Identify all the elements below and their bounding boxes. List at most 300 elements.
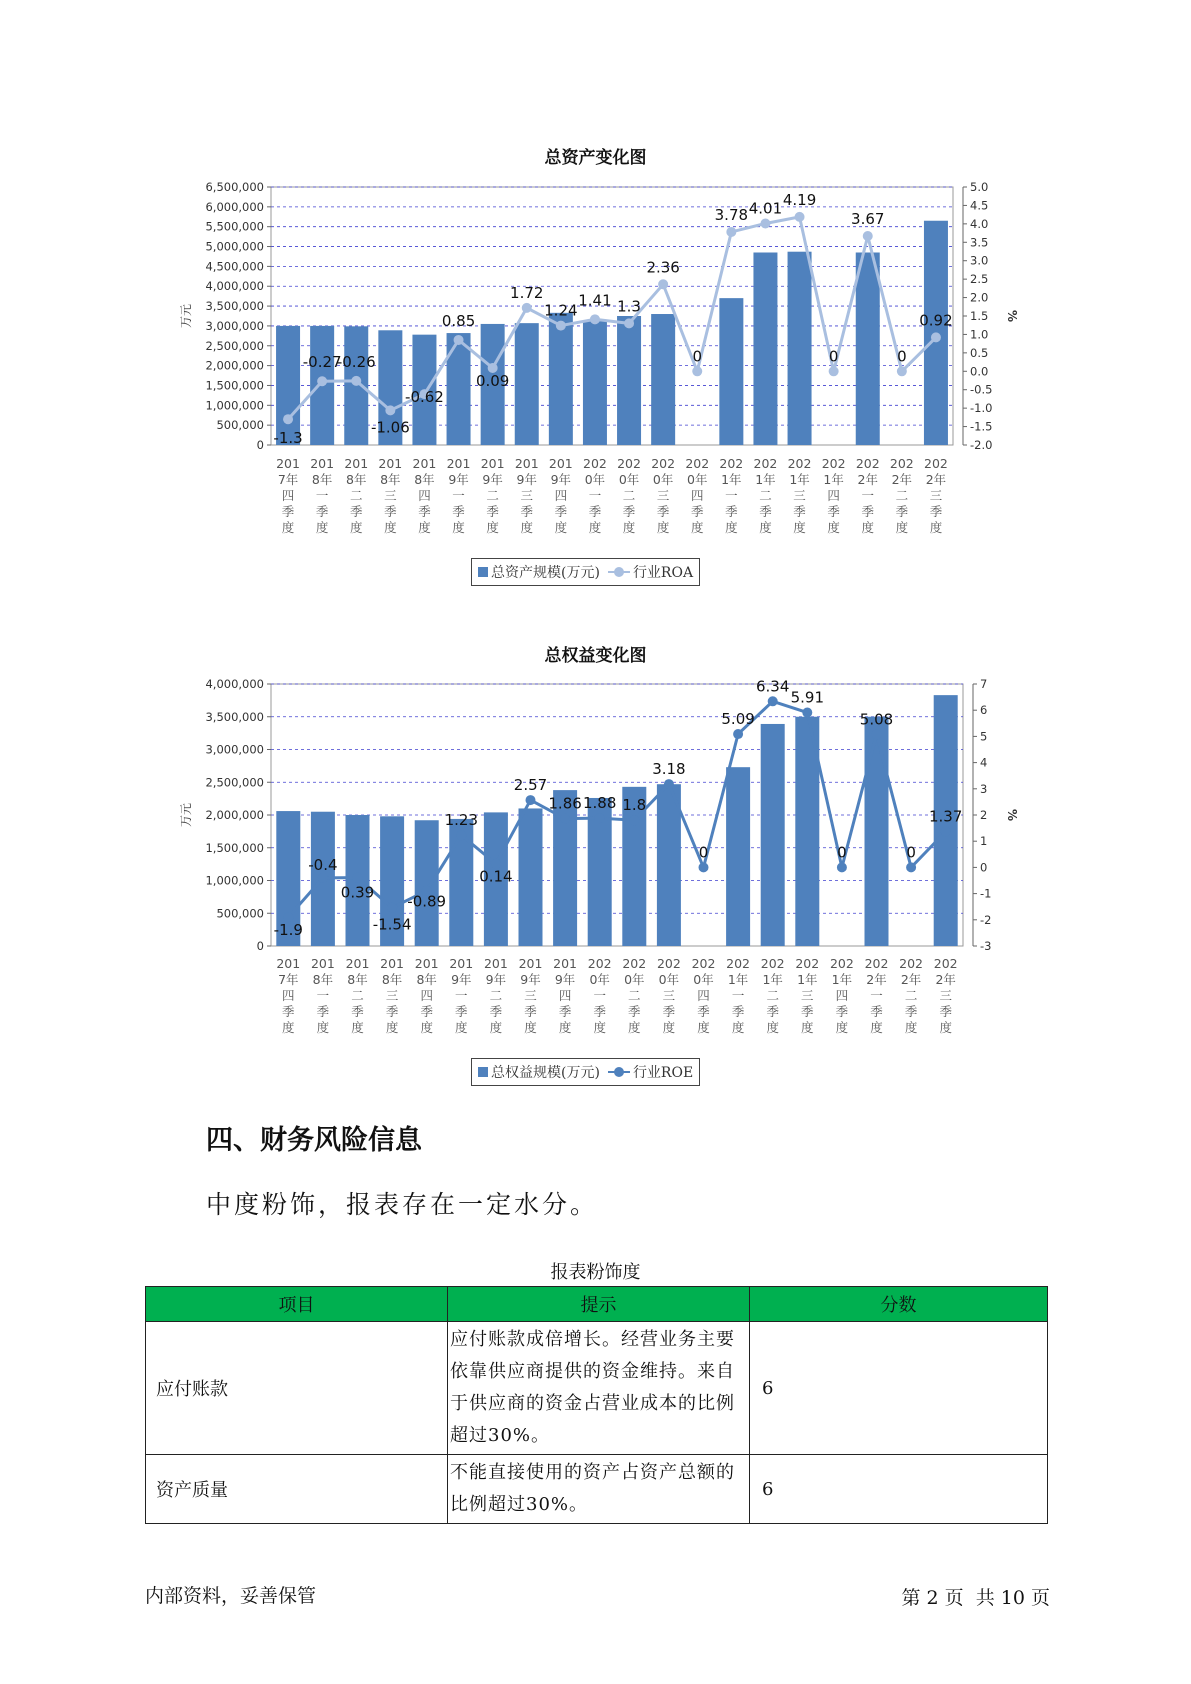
line-point: [906, 862, 916, 872]
bar: [726, 767, 750, 946]
x-tick-label: 季: [656, 504, 670, 519]
data-label: -0.27: [302, 353, 342, 372]
y-tick-label: 6,000,000: [205, 199, 264, 214]
x-tick-label: 季: [282, 1004, 295, 1019]
table-row: [146, 1455, 1048, 1524]
y-tick-label: 6,500,000: [205, 180, 264, 194]
x-tick-label: 三: [939, 988, 952, 1003]
data-label: -0.4: [308, 855, 338, 874]
x-tick-label: 202: [651, 456, 676, 471]
y-tick-label: 1,500,000: [205, 378, 264, 393]
x-tick-label: 1年: [831, 972, 853, 987]
y-tick-label: 500,000: [216, 418, 264, 433]
data-label: 2.36: [646, 258, 680, 277]
x-tick-label: 季: [835, 1004, 849, 1019]
x-tick-label: 季: [793, 504, 806, 519]
x-tick-label: 度: [766, 1020, 779, 1035]
x-tick-label: 201: [514, 456, 539, 471]
y2-tick-label: 4.5: [970, 198, 989, 213]
x-tick-label: 度: [452, 520, 465, 535]
chart-legend-total-equity: [471, 1058, 700, 1086]
x-tick-label: 季: [827, 504, 840, 519]
data-label: 1.23: [444, 811, 479, 830]
x-tick-label: 三: [524, 988, 537, 1003]
x-tick-label: 202: [933, 956, 958, 971]
x-tick-label: 201: [412, 456, 437, 471]
data-label: 1.72: [510, 283, 544, 302]
x-tick-label: 季: [861, 504, 875, 519]
data-label: 1.41: [578, 291, 612, 310]
x-tick-label: 度: [558, 1020, 572, 1035]
data-label: 1.3: [617, 297, 641, 316]
data-label: 5.91: [790, 688, 825, 707]
x-tick-label: 2年: [857, 472, 878, 487]
x-tick-label: 度: [524, 1020, 537, 1035]
y-tick-label: 2,500,000: [205, 775, 264, 790]
x-tick-label: 一: [861, 488, 875, 503]
x-tick-label: 201: [310, 456, 335, 471]
x-tick-label: 202: [899, 956, 924, 971]
y2-tick-label: 6: [980, 703, 988, 718]
x-tick-label: 202: [726, 956, 751, 971]
line-point: [387, 903, 397, 913]
chart-title-total-assets: 总资产变化图: [544, 148, 647, 168]
x-tick-label: 8年: [346, 472, 367, 487]
data-label: 0.39: [340, 883, 375, 902]
x-tick-label: 一: [593, 988, 606, 1003]
x-tick-label: 度: [281, 520, 295, 535]
x-tick-label: 0年: [624, 972, 645, 987]
x-tick-label: 季: [455, 1004, 468, 1019]
y-tick-label: 4,000,000: [205, 677, 264, 691]
x-tick-label: 1年: [762, 972, 783, 987]
y2-tick-label: -1: [980, 886, 992, 901]
x-tick-label: 202: [685, 456, 710, 471]
y-tick-label: 3,500,000: [205, 299, 264, 314]
y-tick-label: 2,500,000: [205, 338, 264, 353]
x-tick-label: 202: [617, 456, 641, 471]
data-label: 5.09: [721, 710, 755, 729]
y2-axis-title: %: [1005, 309, 1019, 323]
x-tick-label: 8年: [347, 972, 368, 987]
x-tick-label: 1年: [797, 972, 818, 987]
line-point: [941, 827, 951, 837]
x-tick-label: 四: [282, 988, 295, 1003]
y2-tick-label: -1.0: [970, 401, 993, 416]
x-tick-label: 201: [276, 956, 301, 971]
line-point: [664, 779, 674, 789]
x-tick-label: 三: [801, 988, 814, 1003]
y2-tick-label: -0.5: [970, 382, 993, 397]
x-tick-label: 一: [316, 988, 330, 1003]
x-tick-label: 度: [622, 520, 636, 535]
x-tick-label: 度: [385, 1020, 399, 1035]
table-cell-hint: 应付账款成倍增长。经营业务主要依靠供应商提供的资金维持。来自于供应商的资金占营业成本的比例超过30%。: [448, 1322, 750, 1455]
x-tick-label: 季: [690, 504, 704, 519]
x-tick-label: 201: [276, 456, 300, 471]
x-tick-label: 度: [351, 1020, 364, 1035]
x-tick-label: 一: [731, 988, 745, 1003]
line-point: [456, 830, 466, 840]
x-tick-label: 201: [553, 956, 578, 971]
x-tick-label: 201: [483, 956, 508, 971]
x-tick-label: 度: [554, 520, 568, 535]
x-tick-label: 四: [554, 488, 568, 503]
column-header-hint: 提示: [448, 1287, 750, 1322]
x-tick-label: 度: [316, 1020, 330, 1035]
x-tick-label: 2年: [866, 972, 887, 987]
x-tick-label: 度: [759, 520, 772, 535]
x-tick-label: 季: [731, 1004, 745, 1019]
data-label: 0: [837, 843, 847, 862]
x-tick-label: 一: [455, 988, 468, 1003]
x-tick-label: 2年: [891, 472, 913, 487]
x-tick-label: 季: [349, 504, 363, 519]
bar: [865, 717, 889, 946]
x-tick-label: 0年: [589, 972, 610, 987]
risk-table: [145, 1286, 1048, 1524]
data-label: 0.09: [475, 371, 510, 390]
y2-tick-label: 3: [980, 781, 988, 796]
line-point: [560, 814, 570, 824]
x-tick-label: 季: [759, 504, 772, 519]
x-tick-label: 季: [766, 1004, 779, 1019]
bar: [761, 724, 785, 946]
x-tick-label: 202: [821, 456, 846, 471]
y-tick-label: 2,000,000: [205, 808, 264, 822]
x-tick-label: 二: [486, 488, 499, 503]
y-tick-label: 500,000: [216, 906, 264, 921]
x-tick-label: 201: [310, 956, 335, 971]
column-header-score: 分数: [750, 1287, 1048, 1322]
data-label: -1.9: [273, 921, 303, 940]
x-tick-label: 9年: [554, 972, 576, 987]
x-tick-label: 201: [345, 956, 370, 971]
x-tick-label: 季: [904, 1004, 918, 1019]
line-point: [318, 873, 328, 883]
x-tick-label: 季: [524, 1004, 537, 1019]
y-tick-label: 4,500,000: [205, 259, 264, 274]
bar: [415, 820, 439, 946]
x-tick-label: 四: [835, 988, 849, 1003]
x-tick-label: 季: [486, 504, 499, 519]
x-tick-label: 季: [489, 1004, 503, 1019]
y2-tick-label: 0.0: [970, 364, 989, 379]
x-tick-label: 202: [889, 456, 914, 471]
x-tick-label: 度: [420, 1020, 433, 1035]
y2-tick-label: 3.0: [970, 253, 989, 268]
data-label: 3.78: [714, 205, 749, 224]
y2-tick-label: 2.5: [970, 272, 989, 287]
x-tick-label: 季: [929, 504, 943, 519]
x-tick-label: 202: [753, 456, 778, 471]
data-label: 0: [692, 347, 703, 366]
x-tick-label: 度: [315, 520, 329, 535]
legend-item-line: 行业ROA: [608, 562, 693, 582]
y-tick-label: 3,500,000: [205, 709, 264, 724]
x-tick-label: 201: [548, 456, 573, 471]
x-tick-label: 度: [489, 1020, 503, 1035]
y2-tick-label: 4.0: [970, 216, 989, 231]
y2-tick-label: 2.0: [970, 290, 989, 305]
x-tick-label: 202: [691, 956, 716, 971]
data-label: -1.54: [372, 915, 412, 934]
table-cell-item: 资产质量: [146, 1455, 448, 1524]
x-tick-label: 季: [628, 1004, 641, 1019]
x-tick-label: 201: [518, 956, 543, 971]
x-tick-label: 一: [870, 988, 883, 1003]
x-tick-label: 8年: [380, 472, 401, 487]
x-tick-label: 季: [622, 504, 636, 519]
data-label: -0.89: [407, 892, 447, 911]
x-tick-label: 季: [725, 504, 738, 519]
x-tick-label: 201: [449, 956, 474, 971]
x-tick-label: 季: [870, 1004, 883, 1019]
y-tick-label: 1,500,000: [205, 840, 264, 855]
x-tick-label: 7年: [277, 472, 299, 487]
data-label: 4.19: [782, 190, 817, 209]
y2-tick-label: 5: [980, 729, 988, 744]
x-tick-label: 0年: [652, 472, 674, 487]
x-tick-label: 季: [452, 504, 465, 519]
x-tick-label: 202: [622, 956, 647, 971]
x-tick-label: 三: [385, 988, 399, 1003]
x-tick-label: 三: [656, 488, 670, 503]
y2-tick-label: -2: [980, 912, 992, 927]
x-tick-label: 202: [587, 956, 612, 971]
data-label: 0.14: [479, 867, 513, 886]
x-tick-label: 度: [418, 520, 431, 535]
x-tick-label: 一: [452, 488, 465, 503]
x-tick-label: 季: [316, 1004, 330, 1019]
x-tick-label: 202: [829, 956, 854, 971]
x-tick-label: 度: [929, 520, 943, 535]
x-tick-label: 度: [731, 1020, 745, 1035]
x-tick-label: 度: [384, 520, 397, 535]
x-tick-label: 二: [622, 488, 636, 503]
x-tick-label: 季: [588, 504, 602, 519]
line-point: [595, 813, 605, 823]
y2-axis-title: %: [1005, 808, 1019, 822]
x-tick-label: 度: [282, 1020, 295, 1035]
data-label: 1.24: [544, 301, 578, 320]
x-tick-label: 度: [861, 520, 875, 535]
x-tick-label: 0年: [687, 472, 708, 487]
data-label: 0.85: [441, 311, 476, 330]
x-tick-label: 季: [662, 1004, 676, 1019]
y-tick-label: 3,000,000: [205, 742, 264, 757]
legend-item-bar: 总权益规模(万元): [478, 1062, 600, 1082]
x-tick-label: 季: [281, 504, 295, 519]
x-tick-label: 一: [315, 488, 329, 503]
x-tick-label: 四: [690, 488, 704, 503]
x-tick-label: 1年: [721, 472, 742, 487]
table-cell-item: 应付账款: [146, 1322, 448, 1455]
x-tick-label: 度: [690, 520, 704, 535]
y2-tick-label: 7: [980, 677, 988, 691]
x-tick-label: 0年: [584, 472, 606, 487]
y-axis-title: 万元: [179, 802, 193, 828]
x-tick-label: 9年: [520, 972, 541, 987]
x-tick-label: 8年: [381, 972, 403, 987]
x-tick-label: 8年: [416, 972, 437, 987]
x-tick-label: 9年: [550, 472, 572, 487]
data-label: 4.01: [748, 199, 783, 218]
x-tick-label: 度: [904, 1020, 918, 1035]
x-tick-label: 季: [593, 1004, 606, 1019]
x-tick-label: 季: [420, 1004, 433, 1019]
x-tick-label: 二: [904, 988, 918, 1003]
table-header-row: [146, 1287, 1048, 1322]
table-cell-score: 6: [750, 1322, 1048, 1455]
x-tick-label: 0年: [693, 972, 714, 987]
y-tick-label: 5,500,000: [205, 219, 264, 234]
x-tick-label: 2年: [900, 972, 922, 987]
x-tick-label: 1年: [727, 972, 749, 987]
line-point: [733, 729, 743, 739]
y-tick-label: 2,000,000: [205, 358, 264, 373]
y2-tick-label: -2.0: [970, 438, 993, 452]
x-tick-label: 1年: [789, 472, 810, 487]
x-tick-label: 9年: [485, 972, 507, 987]
x-tick-label: 201: [344, 456, 369, 471]
x-tick-label: 202: [864, 956, 889, 971]
y-tick-label: 0: [256, 438, 264, 452]
x-tick-label: 季: [939, 1004, 952, 1019]
data-label: 3.18: [652, 760, 686, 779]
x-tick-label: 202: [760, 956, 785, 971]
x-tick-label: 202: [719, 456, 744, 471]
data-label: 0: [906, 843, 916, 862]
x-tick-label: 四: [418, 488, 431, 503]
x-tick-label: 201: [414, 956, 439, 971]
x-tick-label: 8年: [312, 972, 334, 987]
x-tick-label: 三: [520, 488, 534, 503]
legend-item-bar: 总资产规模(万元): [478, 562, 600, 582]
data-label: 2.57: [513, 776, 548, 795]
x-tick-label: 四: [558, 988, 572, 1003]
x-tick-label: 四: [281, 488, 295, 503]
line-point: [802, 708, 812, 718]
y2-tick-label: 0: [980, 860, 988, 875]
x-tick-label: 二: [766, 988, 779, 1003]
chart-title-total-equity: 总权益变化图: [544, 646, 647, 666]
y2-tick-label: 2: [980, 808, 988, 822]
column-header-item: 项目: [146, 1287, 448, 1322]
x-tick-label: 季: [801, 1004, 814, 1019]
x-tick-label: 季: [554, 504, 568, 519]
x-tick-label: 二: [351, 988, 364, 1003]
x-tick-label: 201: [380, 956, 405, 971]
x-tick-label: 季: [895, 504, 909, 519]
x-tick-label: 202: [583, 456, 607, 471]
x-tick-label: 季: [697, 1004, 710, 1019]
x-tick-label: 度: [662, 1020, 676, 1035]
x-tick-label: 一: [588, 488, 602, 503]
x-tick-label: 季: [558, 1004, 572, 1019]
line-point: [872, 729, 882, 739]
x-tick-label: 201: [378, 456, 403, 471]
x-tick-label: 9年: [448, 472, 469, 487]
x-tick-label: 度: [870, 1020, 883, 1035]
x-tick-label: 度: [593, 1020, 606, 1035]
x-tick-label: 度: [349, 520, 363, 535]
x-tick-label: 三: [662, 988, 676, 1003]
x-tick-label: 季: [315, 504, 329, 519]
legend-item-line: 行业ROE: [608, 1062, 693, 1082]
x-tick-label: 202: [787, 456, 812, 471]
y-axis-title: 万元: [179, 303, 193, 329]
data-label: 5.08: [859, 710, 894, 729]
x-tick-label: 度: [455, 1020, 468, 1035]
data-label: 3.67: [851, 210, 885, 229]
y-tick-label: 1,000,000: [205, 873, 264, 888]
x-tick-label: 一: [725, 488, 738, 503]
y2-tick-label: 1: [980, 834, 988, 849]
line-point: [353, 873, 363, 883]
x-tick-label: 202: [924, 456, 948, 471]
line-point: [837, 862, 847, 872]
bar: [519, 808, 543, 946]
y-tick-label: 3,000,000: [205, 318, 264, 333]
section-heading: 四、财务风险信息: [206, 1125, 422, 1156]
x-tick-label: 二: [489, 988, 503, 1003]
line-point: [768, 696, 778, 706]
x-tick-label: 9年: [482, 472, 503, 487]
data-label: 0.92: [919, 311, 953, 330]
table-cell-hint: 不能直接使用的资产占资产总额的比例超过30%。: [448, 1455, 750, 1524]
x-tick-label: 1年: [823, 472, 844, 487]
x-tick-label: 201: [480, 456, 505, 471]
section-summary: 中度粉饰，报表存在一定水分。: [206, 1190, 599, 1219]
data-label: -1.3: [273, 429, 303, 448]
x-tick-label: 9年: [451, 972, 472, 987]
x-tick-label: 7年: [278, 972, 299, 987]
table-caption: 报表粉饰度: [550, 1262, 641, 1283]
footer-confidential: 内部资料，妥善保管: [145, 1585, 317, 1607]
x-tick-label: 季: [385, 1004, 399, 1019]
line-point: [699, 862, 709, 872]
y-tick-label: 5,000,000: [205, 239, 264, 254]
x-tick-label: 度: [827, 520, 840, 535]
data-label: 0: [828, 347, 839, 366]
data-label: -1.06: [370, 418, 410, 437]
x-tick-label: 四: [697, 988, 710, 1003]
x-tick-label: 度: [793, 520, 806, 535]
x-tick-label: 四: [827, 488, 840, 503]
bar: [657, 784, 681, 946]
data-label: 0: [897, 347, 907, 366]
x-tick-label: 度: [801, 1020, 814, 1035]
data-label: -0.26: [336, 352, 376, 371]
x-tick-label: 度: [628, 1020, 641, 1035]
x-tick-label: 三: [793, 488, 806, 503]
line-point: [629, 815, 639, 825]
x-tick-label: 度: [697, 1020, 710, 1035]
y2-tick-label: 1.0: [970, 327, 989, 342]
x-tick-label: 二: [759, 488, 772, 503]
x-tick-label: 季: [384, 504, 397, 519]
table-cell-score: 6: [750, 1455, 1048, 1524]
data-label: 1.88: [582, 794, 617, 813]
x-tick-label: 季: [351, 1004, 364, 1019]
footer-page-number: 第 2 页 共 10 页: [901, 1587, 1050, 1609]
x-tick-label: 二: [628, 988, 641, 1003]
x-tick-label: 三: [929, 488, 943, 503]
x-tick-label: 2年: [925, 472, 947, 487]
data-label: 0: [698, 843, 709, 862]
y2-tick-label: 4: [980, 755, 988, 770]
